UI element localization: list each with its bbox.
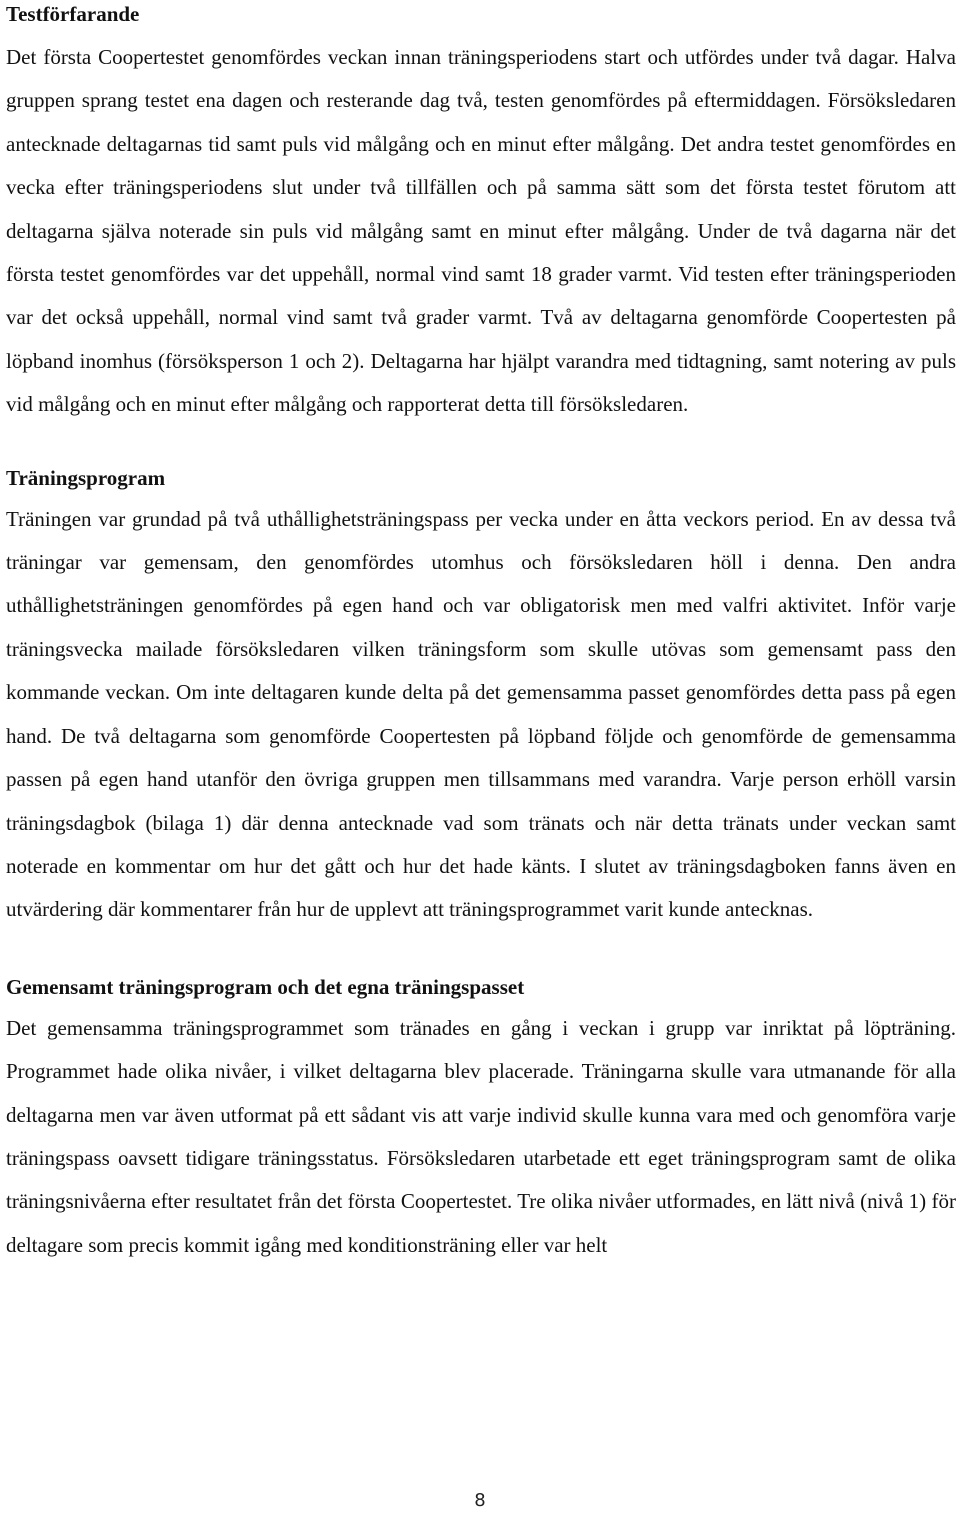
section-heading-gemensamt-traningsprogram: Gemensamt träningsprogram och det egna träningspasset: [6, 974, 525, 999]
section-body-gemensamt-traningsprogram: Det gemensamma träningsprogrammet som tränades en gång i veckan i grupp var inriktat på löpträning. Programmet hade olika nivåer, i vilket deltagarna blev placerade. Träningarna skulle vara utmanande för alla deltagarna men var även utformat på ett sådant vis att varje individ skulle kunna vara med och genomföra varje träningspass oavsett tidigare träningsstatus. Försöksledaren utarbetade ett eget träningsprogram samt de olika träningsnivåerna efter resultatet från det första Coopertestet. Tre olika nivåer utformades, en lätt nivå (nivå 1) för deltagare som precis kommit igång med konditionsträning eller var helt: [6, 1015, 956, 1257]
page-number: 8: [474, 1490, 486, 1511]
section-body-testforfarande: Det första Coopertestet genomfördes veckan innan träningsperiodens start och utfördes under två dagar. Halva gruppen sprang testet ena dagen och resterande dag två, testen genomfördes på eftermiddagen. Försöksledaren antecknade deltagarnas tid samt puls vid målgång och en minut efter målgång. Det andra testet genomfördes en vecka efter träningsperiodens slut under två tillfällen och på samma sätt som det första testet förutom att deltagarna själva noterade sin puls vid målgång samt en minut efter målgång. Under de två dagarna när det första testet genomfördes var det uppehåll, normal vind samt 18 grader varmt. Vid testen efter träningsperioden var det också uppehåll, normal vind samt två grader varmt. Två av deltagarna genomförde Coopertesten på löpband inomhus (försöksperson 1 och 2). Deltagarna har hjälpt varandra med tidtagning, samt notering av puls vid målgång och en minut efter målgång och rapporterat detta till försöksledaren.: [6, 45, 956, 417]
section-heading-traningsprogram: Träningsprogram: [6, 465, 166, 490]
section-heading-testforfarande: Testförfarande: [6, 2, 140, 26]
section-body-traningsprogram: Träningen var grundad på två uthållighetsträningspass per vecka under en åtta veckors period. En av dessa två träningar var gemensam, den genomfördes utomhus och försöksledaren höll i denna. Den andra uthållighetsträningen genomfördes på egen hand och var obligatorisk men med valfri aktivitet. Inför varje träningsvecka mailade försöksledaren vilken träningsform som skulle utövas som gemensamt pass den kommande veckan. Om inte deltagaren kunde delta på det gemensamma passet genomfördes detta pass på egen hand. De två deltagarna som genomförde Coopertesten på löpband följde och genomförde de gemensamma passen på egen hand utanför den övriga gruppen men tillsammans med varandra. Varje person erhöll varsin träningsdagbok (bilaga 1) där denna antecknade vad som tränats och när detta tränats under veckan samt noterade en kommentar om hur det gått och hur det hade känts. I slutet av träningsdagboken fanns även en utvärdering där kommentarer från hur de upplevt att träningsprogrammet varit kunde antecknas.: [6, 506, 956, 922]
document-page: [6, 0, 956, 1267]
